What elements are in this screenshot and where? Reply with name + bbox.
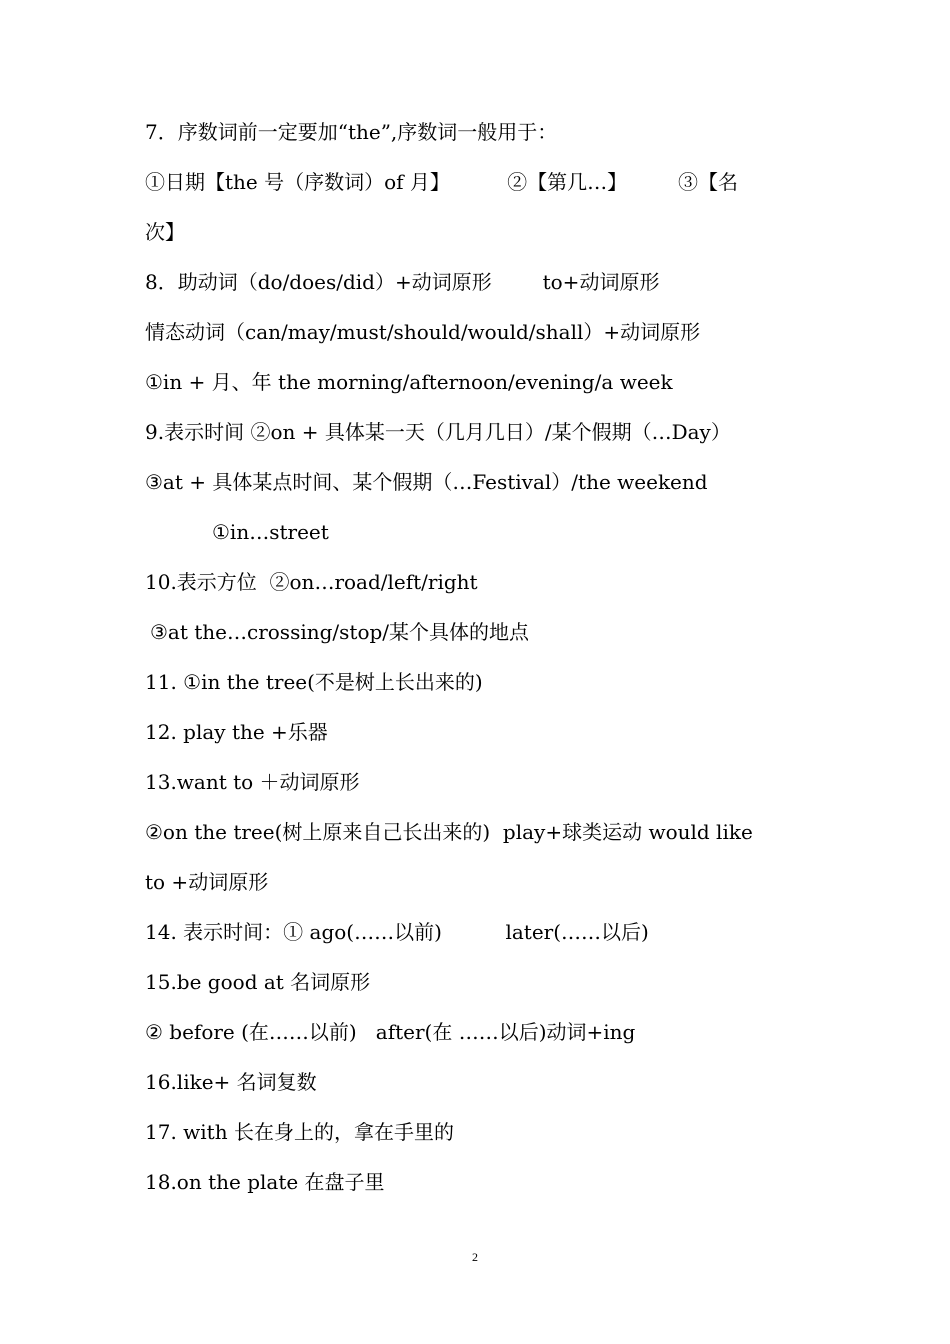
text-line-on-tree: ②on the tree(树上原来自己长出来的) play+球类运动 would like	[145, 820, 753, 844]
text-line-15-good-at: 15.be good at 名词原形	[145, 970, 371, 994]
text-line-ordinal-uses-cont: 次】	[145, 220, 185, 244]
text-line-10-place-on: 10.表示方位 ②on…road/left/right	[145, 570, 478, 594]
text-line-time-at: ③at + 具体某点时间、某个假期（…Festival）/the weekend	[145, 470, 708, 494]
text-line-before-after: ② before (在……以前) after(在 ……以后)动词+ing	[145, 1020, 636, 1044]
text-line-9-time-on: 9.表示时间 ②on + 具体某一天（几月几日）/某个假期（…Day）	[145, 420, 731, 444]
text-line-18-on-plate: 18.on the plate 在盘子里	[145, 1170, 385, 1194]
text-line-16-like: 16.like+ 名词复数	[145, 1070, 317, 1094]
text-line-11-in-tree: 11. ①in the tree(不是树上长出来的)	[145, 670, 483, 694]
text-line-place-in: ①in…street	[212, 520, 329, 544]
text-line-place-at: ③at the…crossing/stop/某个具体的地点	[150, 620, 530, 644]
text-line-time-in: ①in + 月、年 the morning/afternoon/evening/a week	[145, 370, 673, 394]
text-line-12-play-the: 12. play the +乐器	[145, 720, 328, 744]
text-line-modal-verbs: 情态动词（can/may/must/should/would/shall）+动词原形	[145, 320, 701, 344]
text-line-14-ago-later: 14. 表示时间：① ago(……以前) later(……以后)	[145, 920, 649, 944]
text-line-7-ordinal: 7．序数词前一定要加“the”,序数词一般用于：	[145, 120, 558, 144]
text-line-8-auxiliary: 8．助动词（do/does/did）+动词原形 to+动词原形	[145, 270, 660, 294]
text-line-13-want-to: 13.want to ＋动词原形	[145, 770, 360, 794]
page-number: 2	[472, 1250, 478, 1264]
text-line-17-with: 17. with 长在身上的，拿在手里的	[145, 1120, 454, 1144]
text-line-ordinal-uses: ①日期【the 号（序数词）of 月】 ②【第几…】 ③【名	[145, 170, 738, 194]
text-line-would-like-cont: to +动词原形	[145, 870, 269, 894]
